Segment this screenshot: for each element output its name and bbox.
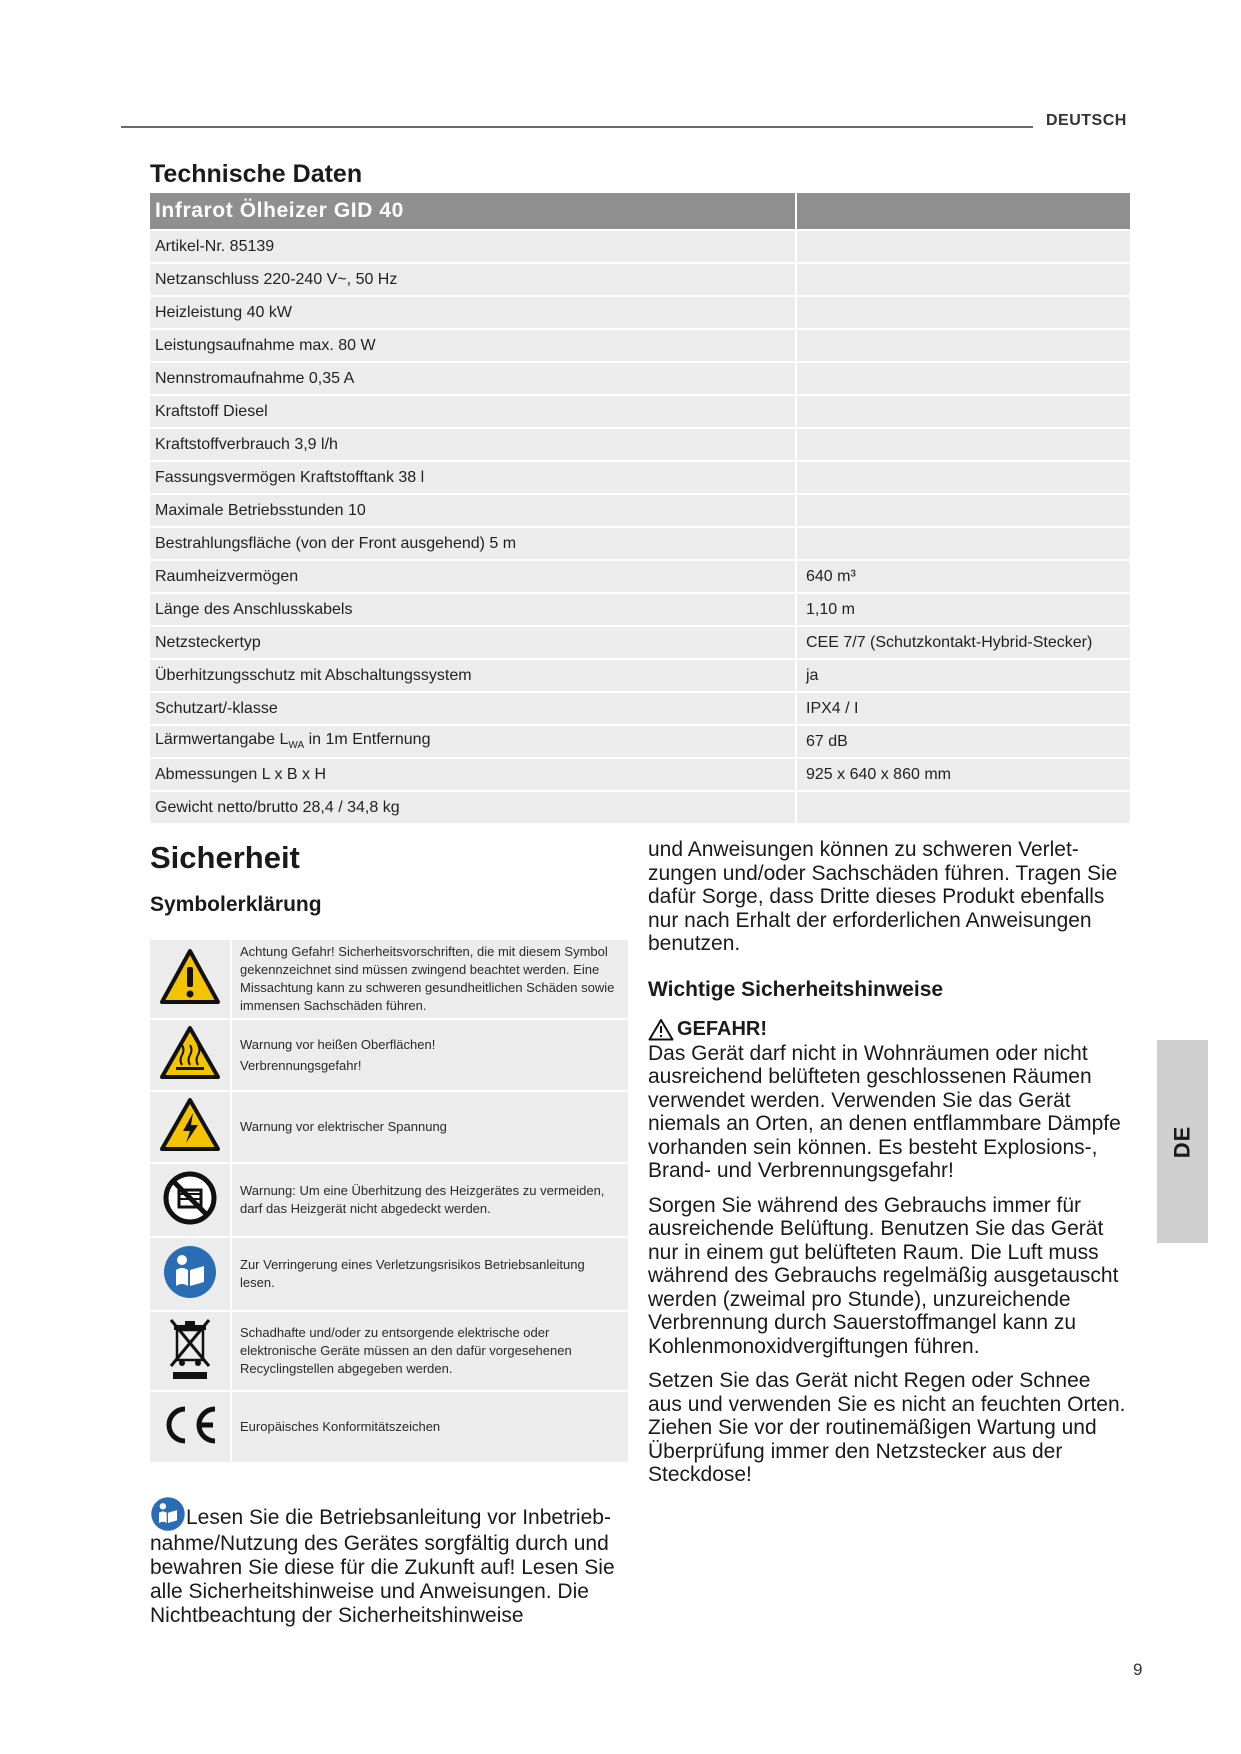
symbol-text: Warnung: Um eine Überhitzung des Heizgerätes zu vermeiden, darf das Heizgerät nicht abgedeckt werden. xyxy=(240,1183,605,1216)
read-manual-icon xyxy=(150,1496,186,1532)
spec-table-header-blank xyxy=(795,193,1130,229)
spec-label: Abmessungen L x B x H xyxy=(150,757,795,790)
symbol-heading: Symbolerklärung xyxy=(150,893,322,916)
symbol-row xyxy=(150,1018,628,1090)
do-not-cover-icon xyxy=(162,1170,218,1226)
read-manual-text: Lesen Sie die Betriebsanleitung vor Inbetriebnahme/Nutzung des Gerätes sorgfältig durch und bewahren Sie diese für die Zukunft auf! Lesen Sie alle Sicherheitshinweise und Anweisungen. Die Nichtbeachtung der Sicherheitshinweise xyxy=(150,1506,615,1627)
spec-label: Raumheizvermögen xyxy=(150,559,795,592)
spec-label: Heizleistung 40 kW xyxy=(150,295,795,328)
weee-bin-icon xyxy=(165,1316,215,1382)
header-language: DEUTSCH xyxy=(1046,112,1127,129)
hot-surface-icon xyxy=(159,1025,221,1081)
noise-label-pre: Lärmwertangabe L xyxy=(155,731,289,749)
continuation-paragraph: und Anweisungen können zu schweren Verletzungen und/oder Sachschäden führen. Tragen Sie dafür Sorge, dass Dritte dieses Produkt ebenfalls nur nach Erhalt der erforderlichen Anweisungen benutzen. xyxy=(648,838,1118,955)
spec-table xyxy=(150,193,1130,823)
spec-row xyxy=(150,460,1130,493)
spec-label: Gewicht netto/brutto 28,4 / 34,8 kg xyxy=(150,790,795,823)
spec-value xyxy=(795,328,1130,361)
spec-row xyxy=(150,427,1130,460)
spec-label: Überhitzungsschutz mit Abschaltungssystem xyxy=(150,658,795,691)
read-manual-icon xyxy=(162,1244,218,1300)
symbol-text: Warnung vor elektrischer Spannung xyxy=(240,1119,447,1134)
spec-row xyxy=(150,328,1130,361)
symbol-row xyxy=(150,938,628,1018)
spec-row xyxy=(150,493,1130,526)
spec-label: Länge des Anschlusskabels xyxy=(150,592,795,625)
page-number: 9 xyxy=(1133,1660,1143,1679)
spec-value: ja xyxy=(795,658,1130,691)
spec-row xyxy=(150,361,1130,394)
symbol-table xyxy=(150,938,628,1462)
spec-value xyxy=(795,229,1130,262)
spec-value: IPX4 / I xyxy=(795,691,1130,724)
symbol-row xyxy=(150,1236,628,1310)
safety-heading: Sicherheit xyxy=(150,840,300,875)
warning-outline-icon xyxy=(648,1018,674,1041)
danger-text: GEFAHR! xyxy=(677,1018,767,1040)
spec-value xyxy=(795,295,1130,328)
spec-label: Netzsteckertyp xyxy=(150,625,795,658)
tech-data-heading: Technische Daten xyxy=(150,160,363,188)
spec-value: 1,10 m xyxy=(795,592,1130,625)
electric-voltage-icon xyxy=(159,1097,221,1153)
spec-label: Nennstromaufnahme 0,35 A xyxy=(150,361,795,394)
noise-label-post: in 1m Entfernung xyxy=(304,731,431,749)
spec-value-noise: 67 dB xyxy=(795,724,1130,757)
read-manual-paragraph xyxy=(150,1496,635,1628)
spec-label: Maximale Betriebsstunden 10 xyxy=(150,493,795,526)
header-rule xyxy=(121,126,1033,128)
spec-label-noise xyxy=(150,724,795,757)
symbol-row xyxy=(150,1162,628,1236)
spec-value xyxy=(795,790,1130,823)
spec-value xyxy=(795,361,1130,394)
symbol-row xyxy=(150,1090,628,1162)
spec-row-noise xyxy=(150,724,1130,757)
spec-row xyxy=(150,229,1130,262)
symbol-text: Schadhafte und/oder zu entsorgende elektrische oder elektronische Geräte müssen an den dafür vorgesehenen Recyclingstellen abgegeben werden. xyxy=(240,1325,572,1376)
spec-row xyxy=(150,526,1130,559)
warning-triangle-icon xyxy=(159,948,221,1006)
spec-row xyxy=(150,625,1130,658)
spec-value: 640 m³ xyxy=(795,559,1130,592)
symbol-text: Warnung vor heißen Oberflächen! xyxy=(240,1036,436,1052)
important-safety-heading: Wichtige Sicherheitshinweise xyxy=(648,977,944,1001)
safety-paragraph: Setzen Sie das Gerät nicht Regen oder Schnee aus und verwenden Sie es nicht an feuchten Orten. Ziehen Sie vor der routinemäßigen Wartung und Überprüfung immer den Netzstecker aus der Steckdose! xyxy=(648,1369,1126,1486)
spec-row xyxy=(150,559,1130,592)
spec-row xyxy=(150,295,1130,328)
spec-value xyxy=(795,526,1130,559)
spec-row xyxy=(150,262,1130,295)
symbol-text: Zur Verringerung eines Verletzungsrisikos Betriebsanleitung lesen. xyxy=(240,1257,585,1290)
spec-value xyxy=(795,427,1130,460)
spec-row xyxy=(150,790,1130,823)
spec-row xyxy=(150,658,1130,691)
symbol-row xyxy=(150,1310,628,1390)
spec-label: Kraftstoffverbrauch 3,9 l/h xyxy=(150,427,795,460)
spec-value: 925 x 640 x 860 mm xyxy=(795,757,1130,790)
spec-value xyxy=(795,493,1130,526)
right-column xyxy=(648,838,1130,1487)
danger-label xyxy=(648,1018,1130,1042)
spec-table-title: Infrarot Ölheizer GID 40 xyxy=(150,193,795,229)
spec-row xyxy=(150,691,1130,724)
spec-label: Kraftstoff Diesel xyxy=(150,394,795,427)
spec-label: Netzanschluss 220-240 V~, 50 Hz xyxy=(150,262,795,295)
noise-label-sub: WA xyxy=(288,740,305,752)
symbol-text: Verbrennungsgefahr! xyxy=(240,1057,362,1073)
language-side-tab xyxy=(1157,1040,1208,1243)
spec-label: Schutzart/-klasse xyxy=(150,691,795,724)
symbol-text: Europäisches Konformitätszeichen xyxy=(240,1419,441,1434)
spec-value xyxy=(795,262,1130,295)
spec-row xyxy=(150,757,1130,790)
safety-paragraph: Sorgen Sie während des Gebrauchs immer für ausreichende Belüftung. Benutzen Sie das Gerät nur in einem gut belüfteten Raum. Die Luft muss während des Gebrauchs regelmäßig ausgetauscht werden (zweimal pro Stunde), unzureichende Verbrennung durch Sauerstoffmangel kann zu Kohlenmonoxidvergiftungen führen. xyxy=(648,1193,1119,1358)
ce-mark-icon xyxy=(159,1403,221,1447)
spec-value: CEE 7/7 (Schutzkontakt-Hybrid-Stecker) xyxy=(795,625,1130,658)
spec-row xyxy=(150,592,1130,625)
spec-label: Bestrahlungsfläche (von der Front ausgehend) 5 m xyxy=(150,526,795,559)
spec-value xyxy=(795,460,1130,493)
spec-value xyxy=(795,394,1130,427)
language-side-tab-label: DE xyxy=(1169,1125,1195,1158)
spec-label: Artikel-Nr. 85139 xyxy=(150,229,795,262)
symbol-text: Achtung Gefahr! Sicherheitsvorschriften, die mit diesem Symbol gekennzeichnet sind müssen zwingend beachtet werden. Eine Missachtung kann zu schweren gesundheitlichen Schäden sowie immensen Sachschäden führen. xyxy=(240,944,615,1013)
symbol-row xyxy=(150,1390,628,1462)
safety-paragraph: Das Gerät darf nicht in Wohnräumen oder nicht ausreichend belüfteten geschlossenen Räumen verwendet werden. Verwenden Sie das Gerät niemals an Orten, an denen entflammbare Dämpfe vorhanden sein können. Es besteht Explosions-, Brand- und Verbrennungsgefahr! xyxy=(648,1041,1121,1182)
spec-label: Fassungsvermögen Kraftstofftank 38 l xyxy=(150,460,795,493)
spec-row xyxy=(150,394,1130,427)
spec-label: Leistungsaufnahme max. 80 W xyxy=(150,328,795,361)
